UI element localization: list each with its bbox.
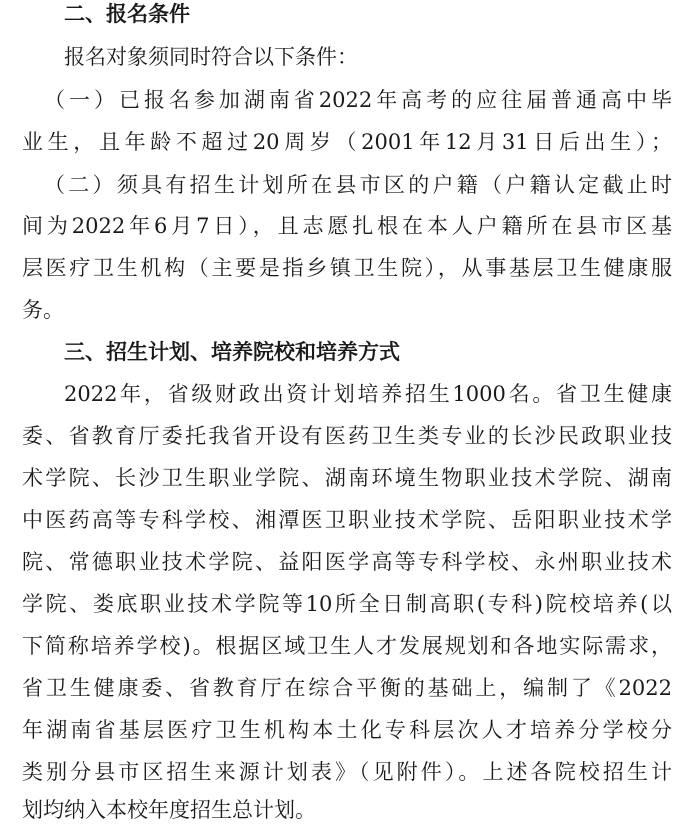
plan-paragraph-line-3: 术学院、长沙卫生职业学院、湖南环境生物职业技术学院、湖南 (22, 466, 672, 490)
condition-1-line-2: 业生，且年龄不超过20周岁（2001年12月31日后出生）； (22, 130, 672, 154)
plan-paragraph-line-9: 年湖南省基层医疗卫生机构本土化专科层次人才培养分学校分 (22, 718, 672, 742)
plan-paragraph-line-1: 2022年，省级财政出资计划培养招生1000名。省卫生健康 (64, 382, 672, 406)
conditions-intro: 报名对象须同时符合以下条件： (64, 45, 358, 69)
plan-paragraph-line-2: 委、省教育厅委托我省开设有医药卫生类专业的长沙民政职业技 (22, 424, 672, 448)
section-heading-registration-conditions: 二、报名条件 (64, 2, 190, 26)
section-heading-enrollment-plan: 三、招生计划、培养院校和培养方式 (64, 340, 400, 364)
plan-paragraph-line-10: 类别分县市区招生来源计划表》（见附件）。上述各院校招生计 (22, 760, 672, 784)
condition-2-line-1: （二）须具有招生计划所在县市区的户籍（户籍认定截止时 (44, 173, 672, 197)
condition-2-line-2: 间为2022年6月7日），且志愿扎根在本人户籍所在县市区基 (22, 214, 672, 238)
condition-2-line-3: 层医疗卫生机构（主要是指乡镇卫生院），从事基层卫生健康服 (22, 256, 672, 280)
plan-paragraph-line-6: 学院、娄底职业技术学院等10所全日制高职(专科)院校培养(以 (22, 592, 672, 616)
plan-paragraph-line-8: 省卫生健康委、省教育厅在综合平衡的基础上，编制了《2022 (22, 676, 672, 700)
plan-paragraph-line-5: 院、常德职业技术学院、益阳医学高等专科学校、永州职业技术 (22, 550, 672, 574)
condition-1-line-1: （一）已报名参加湖南省2022年高考的应往届普通高中毕 (44, 88, 672, 112)
plan-paragraph-line-7: 下简称培养学校)。根据区域卫生人才发展规划和各地实际需求， (22, 634, 672, 658)
plan-paragraph-line-4: 中医药高等专科学校、湘潭医卫职业技术学院、岳阳职业技术学 (22, 508, 672, 532)
plan-paragraph-line-11: 划均纳入本校年度招生总计划。 (22, 798, 316, 822)
condition-2-line-4: 务。 (22, 298, 64, 322)
